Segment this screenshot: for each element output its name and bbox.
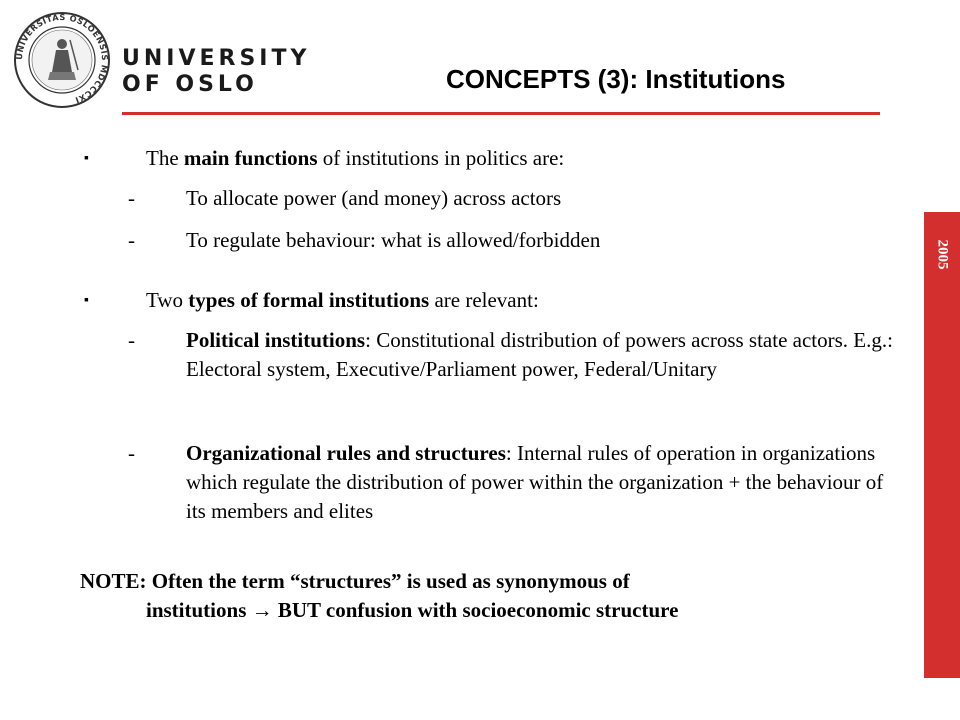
subitem-bold: Organizational rules and structures <box>186 441 506 465</box>
dash-marker: - <box>128 186 135 210</box>
dash-marker: - <box>128 328 135 352</box>
bullet-text-bold: main functions <box>183 146 318 170</box>
bullet-text-pre: The <box>146 146 184 170</box>
university-name-line1: UNIVERSITY <box>122 46 311 71</box>
dash-marker: - <box>128 228 135 252</box>
subitem-allocate-power <box>186 184 906 213</box>
svg-text:UNIVERSITAS OSLOENSIS MDCCCXI: UNIVERSITAS OSLOENSIS MDCCCXI <box>13 11 111 106</box>
bullet-types-of-institutions <box>146 286 539 315</box>
bullet-marker: ▪ <box>84 151 89 166</box>
bullet-text-post: of institutions in politics are: <box>317 146 565 170</box>
bullet-text-pre: Two <box>146 288 189 312</box>
note-line2-post: BUT confusion with socioeconomic structure <box>272 598 679 622</box>
slide-title: CONCEPTS (3): Institutions <box>446 64 786 94</box>
bullet-main-functions <box>146 144 564 173</box>
bullet-text-post: are relevant: <box>429 288 539 312</box>
note-line2-pre: institutions <box>146 598 252 622</box>
university-name-line2: OF OSLO <box>122 72 258 97</box>
note-block <box>80 567 880 625</box>
dash-marker: - <box>128 441 135 465</box>
note-line1: NOTE: Often the term “structures” is used as synonymous of <box>80 569 630 593</box>
subitem-text: To regulate behaviour: what is allowed/forbidden <box>186 228 601 252</box>
bullet-marker: ▪ <box>84 293 89 308</box>
bullet-text-bold: types of formal institutions <box>188 288 430 312</box>
subitem-text: : Constitutional distribution of powers across state actors. E.g.: Electoral system, Executive/Parliament power, Federal/Unitary <box>186 328 893 381</box>
note-line2 <box>80 596 880 625</box>
subitem-political-institutions <box>186 326 906 384</box>
subitem-text: : Internal rules of operation in organizations which regulate the distribution of power within the organization + the behaviour of its members and elites <box>186 441 884 523</box>
arrow-right-icon: → <box>251 598 273 622</box>
year-label: 2005 <box>934 239 951 269</box>
subitem-regulate-behaviour <box>186 226 906 255</box>
subitem-bold: Political institutions <box>186 328 366 352</box>
year-label-box <box>927 224 957 284</box>
subitem-text: To allocate power (and money) across actors <box>186 186 562 210</box>
subitem-organizational-rules <box>186 439 906 526</box>
